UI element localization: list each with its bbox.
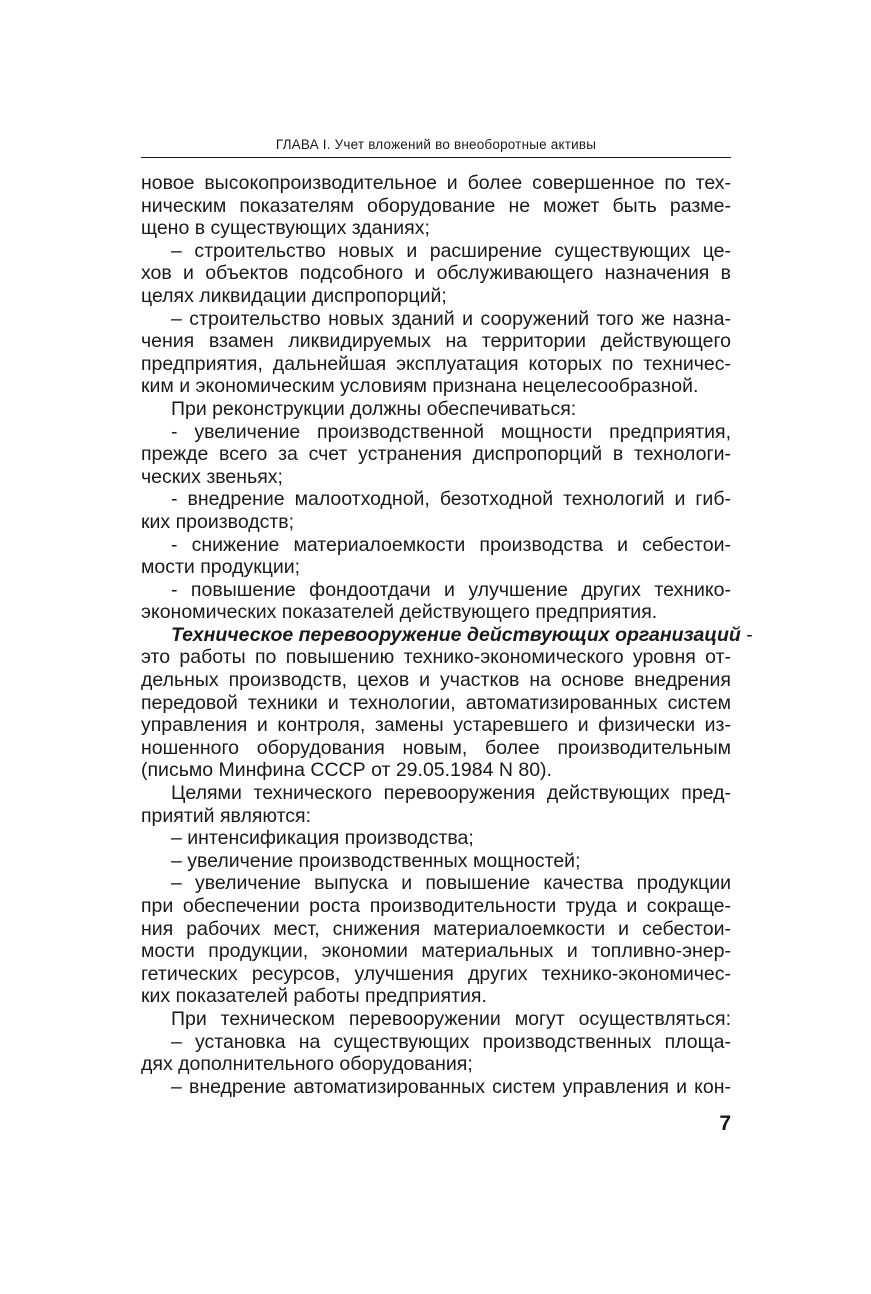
text-line: – установка на существующих производственных площа- xyxy=(171,1030,731,1053)
page-number: 7 xyxy=(719,1112,731,1135)
text-line: – строительство новых зданий и сооружений того же назна- xyxy=(171,307,731,330)
text-line: - снижение материалоемкости производства и себестои- xyxy=(171,533,731,556)
text-line: это работы по повышению технико-экономического уровня от- xyxy=(141,646,731,669)
text-line: – строительство новых и расширение существующих це- xyxy=(171,239,731,262)
defined-term: Техническое перевооружение действующих организаций xyxy=(171,623,741,646)
text-line: целях ликвидации диспропорций; xyxy=(141,284,447,307)
text-line: – интенсификация производства; xyxy=(171,827,474,850)
header-rule xyxy=(141,157,731,158)
text-line: новое высокопроизводительное и более совершенное по тех- xyxy=(141,172,731,194)
text-line: дельных производств, цехов и участков на основе внедрения xyxy=(141,669,731,692)
line-text: - xyxy=(740,623,753,646)
text-line: при обеспечении роста производительности труда и сокраще- xyxy=(141,895,731,917)
text-line: При техническом перевооружении могут осуществляться: xyxy=(171,1007,731,1030)
text-line: (письмо Минфина СССР от 29.05.1984 N 80). xyxy=(141,759,552,782)
running-head: ГЛАВА I. Учет вложений во внеоборотные активы xyxy=(275,137,597,152)
text-line: – внедрение автоматизированных систем управления и кон- xyxy=(171,1075,731,1098)
text-line: ких производств; xyxy=(141,510,295,533)
text-line: ношенного оборудования новым, более производительным xyxy=(141,736,731,759)
text-line xyxy=(141,623,753,647)
text-line: мости продукции; xyxy=(141,556,301,579)
body-text xyxy=(141,172,753,1098)
text-line: экономических показателей действующего предприятия. xyxy=(141,601,658,624)
text-line: предприятия, дальнейшая эксплуатация которых по техничес- xyxy=(141,352,731,375)
text-line: - внедрение малоотходной, безотходной технологий и гиб- xyxy=(171,488,731,511)
text-line: ния рабочих мест, снижения материалоемкости и себестои- xyxy=(141,917,731,940)
text-line: гетических ресурсов, улучшения других технико-экономичес- xyxy=(141,962,731,985)
text-line: хов и объектов подсобного и обслуживающего назначения в xyxy=(141,262,731,285)
text-line: При реконструкции должны обеспечиваться: xyxy=(171,397,577,420)
text-line: дях дополнительного оборудования; xyxy=(141,1053,473,1076)
text-line: прежде всего за счет устранения диспропорций в технологи- xyxy=(141,443,731,466)
text-line: - увеличение производственной мощности предприятия, xyxy=(171,420,731,443)
text-line: передовой техники и технологии, автоматизированных систем xyxy=(141,691,731,714)
text-line: ческих звеньях; xyxy=(141,465,283,488)
text-line: ким и экономическим условиям признана нецелесообразной. xyxy=(141,375,699,398)
text-line: управления и контроля, замены устаревшего и физически из- xyxy=(141,714,731,737)
text-line: ническим показателям оборудование не может быть разме- xyxy=(141,194,731,217)
text-line: мости продукции, экономии материальных и топливно-энер- xyxy=(141,940,731,963)
text-line: - повышение фондоотдачи и улучшение других технико- xyxy=(171,578,731,601)
text-line: – увеличение выпуска и повышение качества продукции xyxy=(171,872,731,895)
text-line: – увеличение производственных мощностей; xyxy=(171,849,581,872)
text-line: Целями технического перевооружения действующих пред- xyxy=(171,782,731,805)
text-line: приятий являются: xyxy=(141,804,312,827)
text-line: ких показателей работы предприятия. xyxy=(141,985,487,1008)
text-line: чения взамен ликвидируемых на территории действующего xyxy=(141,330,731,353)
text-line: щено в существующих зданиях; xyxy=(141,217,430,240)
